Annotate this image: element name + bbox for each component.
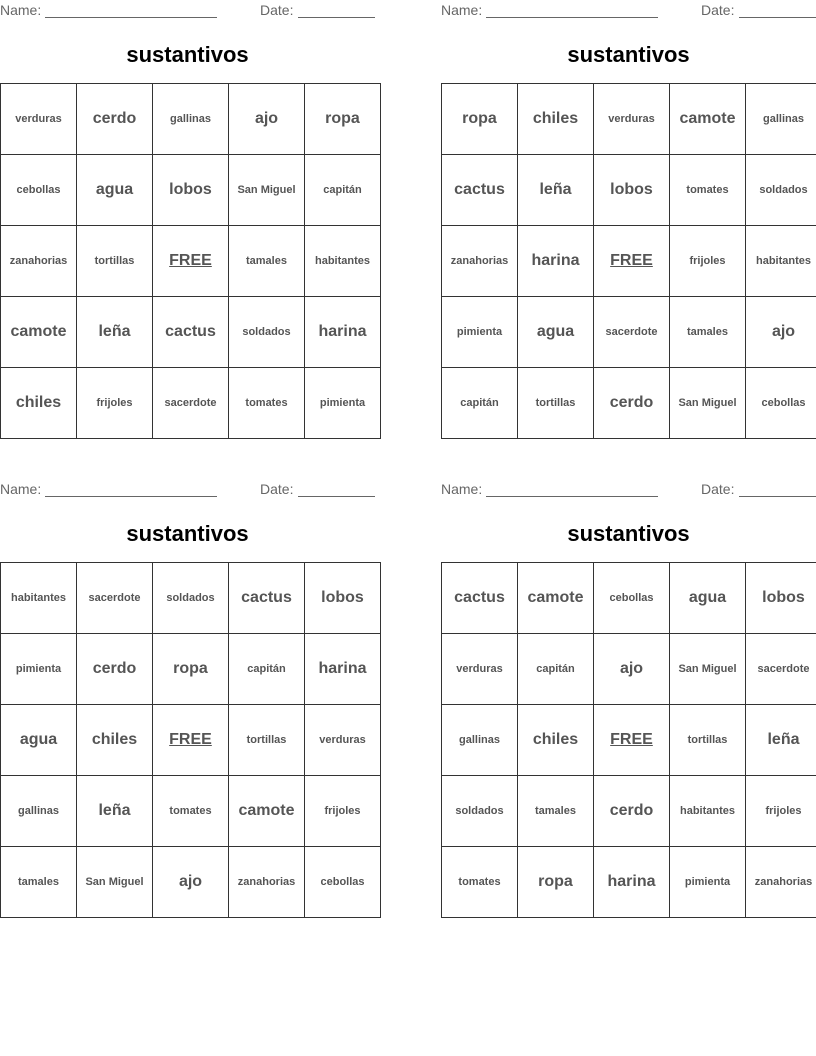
bingo-cell: capitán	[305, 155, 381, 226]
bingo-card-2	[441, 0, 816, 440]
bingo-cell: lobos	[594, 155, 670, 226]
bingo-cell: San Miguel	[229, 155, 305, 226]
date-blank	[739, 496, 816, 497]
bingo-row	[442, 847, 816, 918]
bingo-cell: camote	[1, 297, 77, 368]
card-title: sustantivos	[567, 42, 690, 67]
bingo-row	[442, 155, 816, 226]
bingo-cell: cerdo	[594, 368, 670, 439]
bingo-cell: San Miguel	[670, 368, 746, 439]
bingo-cell: frijoles	[77, 368, 153, 439]
bingo-cell: sacerdote	[746, 634, 816, 705]
bingo-cell: tortillas	[518, 368, 594, 439]
bingo-cell: pimienta	[442, 297, 518, 368]
bingo-cell: tamales	[670, 297, 746, 368]
bingo-cell: pimienta	[1, 634, 77, 705]
name-label: Name:	[441, 2, 483, 18]
bingo-cell: harina	[305, 634, 381, 705]
name-label: Name:	[0, 2, 42, 18]
name-blank	[486, 496, 658, 497]
bingo-cell: capitán	[518, 634, 594, 705]
bingo-cell: chiles	[77, 705, 153, 776]
bingo-cell: tortillas	[670, 705, 746, 776]
bingo-cell: soldados	[442, 776, 518, 847]
bingo-cell: gallinas	[746, 84, 816, 155]
bingo-row	[1, 705, 381, 776]
name-date-line	[441, 2, 816, 20]
bingo-cell: cebollas	[305, 847, 381, 918]
bingo-cell: chiles	[518, 705, 594, 776]
bingo-cell: harina	[594, 847, 670, 918]
bingo-cell: cebollas	[594, 563, 670, 634]
bingo-cell: camote	[229, 776, 305, 847]
name-blank	[486, 17, 658, 18]
bingo-cell: camote	[670, 84, 746, 155]
bingo-cell: soldados	[153, 563, 229, 634]
bingo-cell: tomates	[229, 368, 305, 439]
bingo-cell: cactus	[442, 155, 518, 226]
card-title: sustantivos	[126, 521, 249, 546]
bingo-row	[442, 776, 816, 847]
bingo-cell: zanahorias	[1, 226, 77, 297]
bingo-row	[1, 634, 381, 705]
bingo-cell: zanahorias	[746, 847, 816, 918]
date-label: Date:	[260, 481, 294, 497]
bingo-cell: tamales	[229, 226, 305, 297]
bingo-cell: verduras	[594, 84, 670, 155]
free-space-cell: FREE	[594, 226, 670, 297]
bingo-cell: ropa	[305, 84, 381, 155]
bingo-row	[442, 563, 816, 634]
name-label: Name:	[441, 481, 483, 497]
bingo-cell: zanahorias	[229, 847, 305, 918]
bingo-cell: frijoles	[305, 776, 381, 847]
bingo-cell: gallinas	[153, 84, 229, 155]
bingo-cell: habitantes	[1, 563, 77, 634]
bingo-cell: cebollas	[746, 368, 816, 439]
bingo-cell: ajo	[153, 847, 229, 918]
bingo-row	[1, 297, 381, 368]
bingo-cell: cactus	[153, 297, 229, 368]
bingo-row	[1, 776, 381, 847]
bingo-cell: chiles	[518, 84, 594, 155]
bingo-cell: cerdo	[77, 84, 153, 155]
bingo-cell: habitantes	[305, 226, 381, 297]
bingo-cell: ajo	[229, 84, 305, 155]
bingo-cell: tomates	[670, 155, 746, 226]
bingo-row	[442, 368, 816, 439]
date-blank	[739, 17, 816, 18]
bingo-cell: habitantes	[670, 776, 746, 847]
bingo-cell: cebollas	[1, 155, 77, 226]
bingo-cell: tomates	[442, 847, 518, 918]
bingo-cell: agua	[670, 563, 746, 634]
bingo-cell: verduras	[305, 705, 381, 776]
bingo-row	[1, 563, 381, 634]
free-space-cell: FREE	[153, 705, 229, 776]
bingo-cell: verduras	[442, 634, 518, 705]
bingo-cell: frijoles	[670, 226, 746, 297]
bingo-cell: agua	[1, 705, 77, 776]
bingo-cell: leña	[518, 155, 594, 226]
bingo-cell: capitán	[229, 634, 305, 705]
bingo-grid	[0, 83, 381, 439]
bingo-cell: pimienta	[305, 368, 381, 439]
bingo-cell: sacerdote	[77, 563, 153, 634]
bingo-cell: cactus	[442, 563, 518, 634]
bingo-card-4	[441, 479, 816, 919]
name-date-line	[0, 481, 375, 499]
bingo-cell: ropa	[442, 84, 518, 155]
bingo-cell: soldados	[229, 297, 305, 368]
date-blank	[298, 496, 375, 497]
bingo-cell: camote	[518, 563, 594, 634]
bingo-cell: pimienta	[670, 847, 746, 918]
bingo-row	[442, 705, 816, 776]
bingo-cell: zanahorias	[442, 226, 518, 297]
bingo-cell: leña	[746, 705, 816, 776]
bingo-cell: ajo	[746, 297, 816, 368]
bingo-cell: tortillas	[77, 226, 153, 297]
bingo-cell: lobos	[746, 563, 816, 634]
bingo-row	[442, 297, 816, 368]
date-blank	[298, 17, 375, 18]
bingo-cell: lobos	[153, 155, 229, 226]
bingo-cell: soldados	[746, 155, 816, 226]
date-label: Date:	[701, 481, 735, 497]
bingo-row	[1, 84, 381, 155]
bingo-cell: capitán	[442, 368, 518, 439]
date-label: Date:	[701, 2, 735, 18]
bingo-row	[1, 226, 381, 297]
bingo-cell: ropa	[153, 634, 229, 705]
bingo-cell: San Miguel	[670, 634, 746, 705]
bingo-cell: gallinas	[442, 705, 518, 776]
bingo-row	[442, 84, 816, 155]
bingo-cell: lobos	[305, 563, 381, 634]
name-label: Name:	[0, 481, 42, 497]
card-title: sustantivos	[126, 42, 249, 67]
bingo-cell: tomates	[153, 776, 229, 847]
free-space-cell: FREE	[594, 705, 670, 776]
bingo-cell: cactus	[229, 563, 305, 634]
bingo-cell: gallinas	[1, 776, 77, 847]
free-space-cell: FREE	[153, 226, 229, 297]
bingo-cell: ropa	[518, 847, 594, 918]
bingo-cell: cerdo	[77, 634, 153, 705]
name-blank	[45, 17, 217, 18]
bingo-cell: chiles	[1, 368, 77, 439]
bingo-cell: frijoles	[746, 776, 816, 847]
bingo-cell: agua	[77, 155, 153, 226]
bingo-cell: leña	[77, 776, 153, 847]
bingo-card-3	[0, 479, 375, 919]
bingo-cell: tamales	[518, 776, 594, 847]
bingo-row	[442, 634, 816, 705]
bingo-cell: sacerdote	[153, 368, 229, 439]
bingo-cell: tortillas	[229, 705, 305, 776]
bingo-grid	[0, 562, 381, 918]
date-label: Date:	[260, 2, 294, 18]
bingo-cell: San Miguel	[77, 847, 153, 918]
bingo-cell: harina	[305, 297, 381, 368]
card-title: sustantivos	[567, 521, 690, 546]
bingo-grid	[441, 83, 816, 439]
bingo-grid	[441, 562, 816, 918]
bingo-cell: ajo	[594, 634, 670, 705]
bingo-cell: habitantes	[746, 226, 816, 297]
bingo-row	[1, 847, 381, 918]
name-blank	[45, 496, 217, 497]
bingo-row	[1, 368, 381, 439]
bingo-cell: cerdo	[594, 776, 670, 847]
bingo-cell: agua	[518, 297, 594, 368]
bingo-card-1	[0, 0, 375, 440]
bingo-cell: leña	[77, 297, 153, 368]
bingo-cell: sacerdote	[594, 297, 670, 368]
bingo-cell: harina	[518, 226, 594, 297]
name-date-line	[0, 2, 375, 20]
bingo-row	[442, 226, 816, 297]
bingo-row	[1, 155, 381, 226]
name-date-line	[441, 481, 816, 499]
bingo-cell: verduras	[1, 84, 77, 155]
bingo-cell: tamales	[1, 847, 77, 918]
